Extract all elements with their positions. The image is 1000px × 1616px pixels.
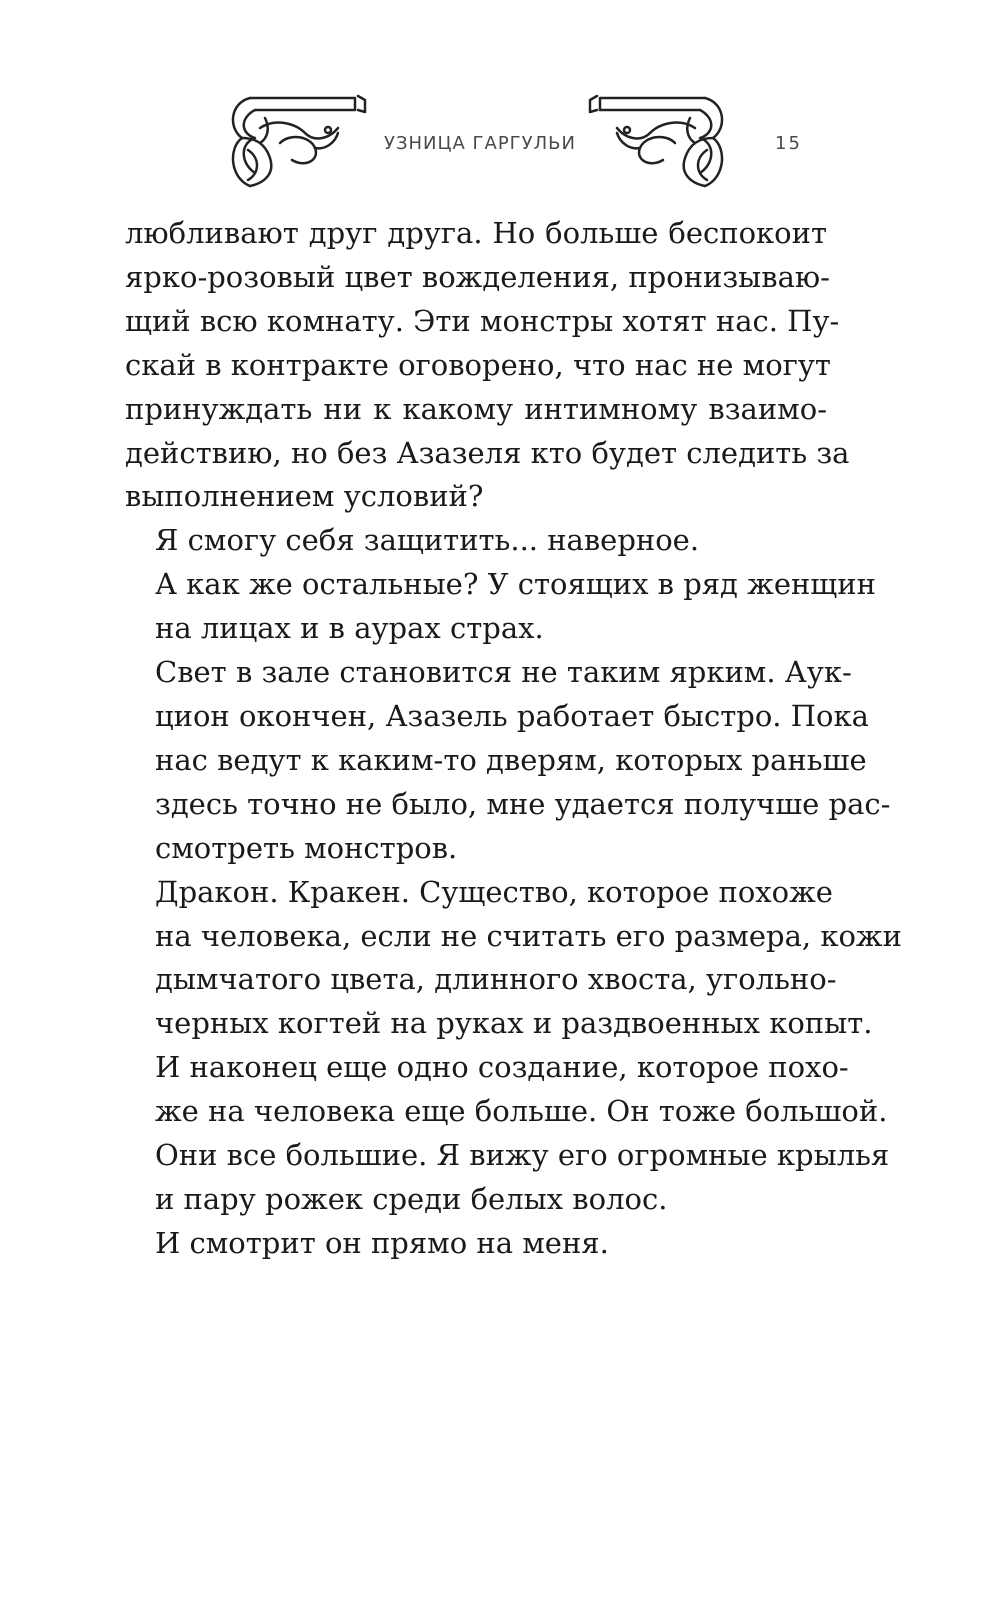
text-line: любливают друг друга. Но больше беспокоит <box>125 216 827 250</box>
text-line: нас ведут к каким-то дверям, которых раньше <box>155 742 867 777</box>
text-line: на человека, если не считать его размера, кожи <box>155 918 902 953</box>
text-line: и пару рожек среди белых волос. <box>155 1181 668 1216</box>
text-line: А как же остальные? У стоящих в ряд женщин <box>155 567 876 602</box>
text-line: принуждать ни к какому интимному взаимо- <box>125 391 827 426</box>
text-line: Свет в зале становится не таким ярким. Аук- <box>155 655 852 690</box>
paragraph <box>125 212 850 519</box>
text-line: дымчатого цвета, длинного хвоста, угольно- <box>155 962 837 997</box>
text-line: И смотрит он прямо на меня. <box>155 1225 609 1260</box>
paragraph <box>125 871 902 1222</box>
paragraph <box>125 1222 827 1266</box>
text-line: щий всю комнату. Эти монстры хотят нас. Пу- <box>125 303 840 338</box>
text-line: же на человека еще больше. Он тоже большой. <box>155 1094 888 1129</box>
text-line: действию, но без Азазеля кто будет следить за <box>125 435 850 470</box>
celtic-knot-ornament-right-icon <box>585 88 735 198</box>
text-line: смотреть монстров. <box>155 830 458 865</box>
text-line: Я смогу себя защитить... наверное. <box>155 523 700 558</box>
text-line: Они все большие. Я вижу его огромные крылья <box>155 1138 890 1173</box>
text-line: здесь точно не было, мне удается получше рас- <box>155 786 891 821</box>
text-line: ярко-розовый цвет вожделения, пронизываю- <box>125 259 830 294</box>
celtic-knot-ornament-left-icon <box>220 88 370 198</box>
text-line: скай в контракте оговорено, что нас не могут <box>125 347 831 382</box>
text-line: И наконец еще одно создание, которое похо- <box>155 1050 849 1085</box>
paragraph <box>125 651 891 871</box>
text-line: цион окончен, Азазель работает быстро. Пока <box>155 698 869 733</box>
page-number: 15 <box>775 133 802 154</box>
text-line: Дракон. Кракен. Существо, которое похоже <box>155 874 833 909</box>
text-line: выполнением условий? <box>125 479 484 514</box>
text-line: на лицах и в аурах страх. <box>155 611 544 646</box>
text-line: черных когтей на руках и раздвоенных копыт. <box>155 1006 873 1041</box>
body-text <box>125 212 902 1266</box>
running-title: УЗНИЦА ГАРГУЛЬИ <box>384 133 576 154</box>
paragraph <box>125 563 876 651</box>
paragraph <box>125 519 827 563</box>
page-header <box>0 88 1000 198</box>
